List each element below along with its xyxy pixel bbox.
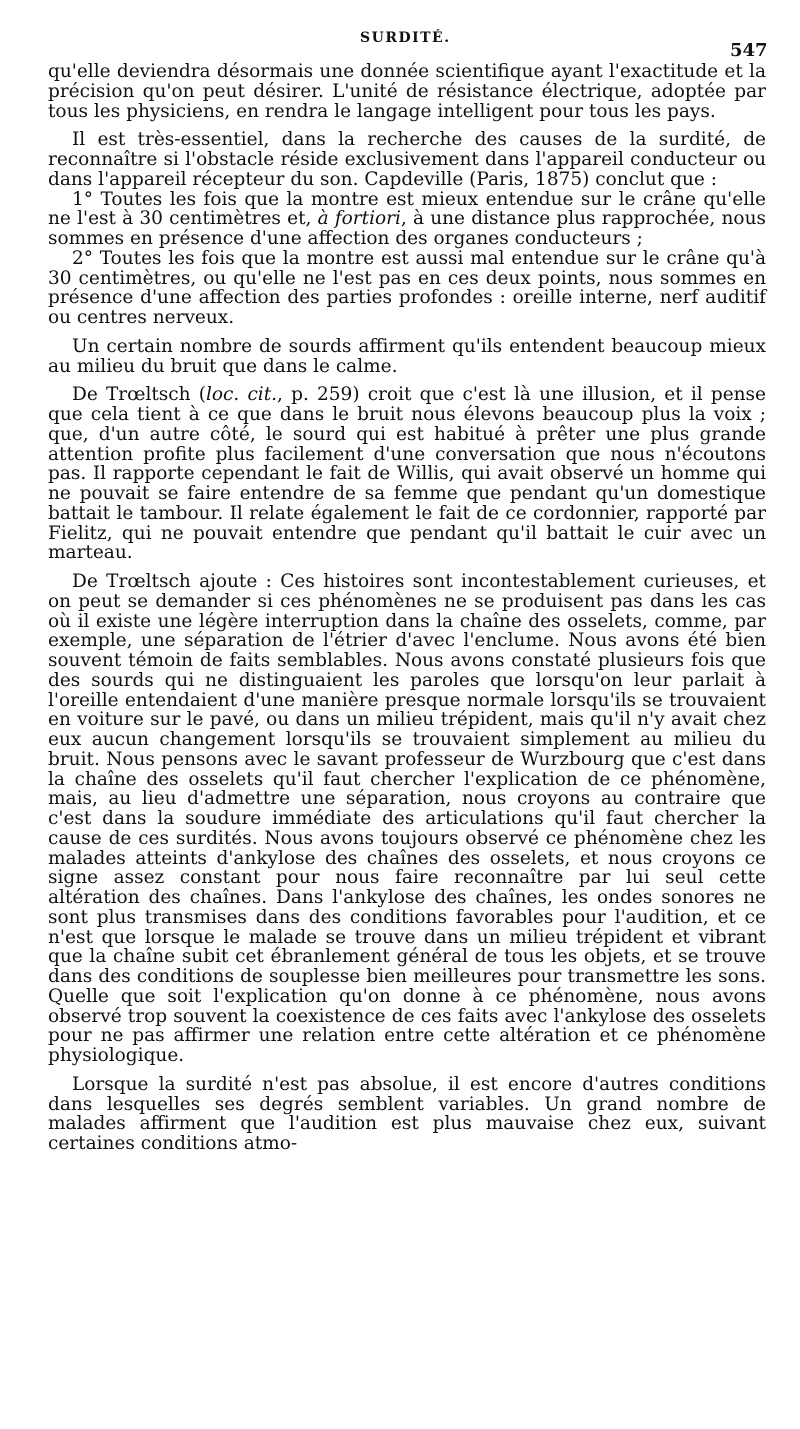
text-span: , p. 259) croit que c'est là une illusion, et il pense que cela tient à ce que dans le bruit nous élevons beaucoup plus la voix ; que, d'un autre côté, le sourd qui est habitué à prêter une plus grande attention profite plus facilement d'une conversation que nous n'écoutons pas. Il rapporte cependant le fait de Willis, qui avait observé un homme qui ne pouvait se faire entendre de sa femme que pendant qu'un domestique battait le tambour. Il relate également le fait de ce cordonnier, rapporté par Fielitz, qui ne pouvait entendre que pendant qu'il battait le cuir avec un marteau. bbox=[48, 384, 766, 564]
paragraph-troeltsch bbox=[48, 385, 766, 563]
page-number: 547 bbox=[730, 40, 768, 61]
text-span: 1° Toutes les fois que la montre est mieux entendue sur le crâne qu'elle ne l'est à 30 centimètres et, bbox=[48, 188, 766, 230]
paragraph-troeltsch-ajoute: De Trœltsch ajoute : Ces histoires sont incontestablement curieuses, et on peut se demander si ces phénomènes ne se produisent pas dans les cas où il existe une légère interruption dans la chaîne des osselets, comme, par exemple, une séparation de l'étrier d'avec l'enclume. Nous avons été bien souvent témoin de faits semblables. Nous avons constaté plusieurs fois que des sourds qui ne distinguaient les paroles que lorsqu'on leur parlait à l'oreille entendaient d'une manière presque normale lorsqu'ils se trouvaient en voiture sur le pavé, ou dans un milieu trépident, mais qu'il n'y avait chez eux aucun changement lorsqu'ils se trouvaient simplement au milieu du bruit. Nous pensons avec le savant professeur de Wurzbourg que c'est dans la chaîne des osselets qu'il faut chercher l'explication de ce phénomène, mais, au lieu d'admettre une séparation, nous croyons au contraire que c'est dans la soudure immédiate des articulations qu'il faut chercher la cause de ces surdités. Nous avons toujours observé ce phénomène chez les malades atteints d'ankylose des chaînes des osselets, et nous croyons ce signe assez constant pour nous faire reconnaître par lui seul cette altération des chaînes. Dans l'ankylose des chaînes, les ondes sonores ne sont plus transmises dans des conditions favorables pour l'audition, et ce n'est que lorsque le malade se trouve dans un milieu trépident et vibrant que la chaîne subit cet ébranlement général de tous les objets, et se trouve dans des conditions de souplesse bien meilleures pour transmettre les sons. Quelle que soit l'explication qu'on donne à ce phénomène, nous avons observé trop souvent la coexistence de ces faits avec l'ankylose des osselets pour ne pas affirmer une relation entre cette altération et ce phénomène physiologique. bbox=[48, 571, 766, 1066]
paragraph-surdite-absolue: Lorsque la surdité n'est pas absolue, il est encore d'autres conditions dans lesquelles ses degrés semblent variables. Un grand nombre de malades affirment que l'audition est plus mauvaise chez eux, suivant certaines conditions atmo- bbox=[48, 1073, 766, 1154]
paragraph-sourds: Un certain nombre de sourds affirment qu'ils entendent beaucoup mieux au milieu du bruit que dans le calme. bbox=[48, 335, 766, 377]
italic-citation: loc. cit. bbox=[205, 384, 278, 406]
page-body bbox=[48, 62, 766, 1163]
text-span: De Trœltsch ( bbox=[72, 384, 206, 406]
text-span: , à une distance plus rapprochée, nous sommes en présence d'une affection des organes conducteurs ; bbox=[48, 208, 766, 249]
running-title: SURDITÉ. bbox=[360, 30, 451, 46]
paragraph-point-two: 2° Toutes les fois que la montre est aussi mal entendue sur le crâne qu'à 30 centimètres, ou qu'elle ne l'est pas en ces deux points, nous sommes en présence d'une affection des parties profondes : oreille interne, nerf auditif ou centres nerveux. bbox=[48, 247, 766, 328]
italic-term: à fortiori bbox=[317, 208, 401, 230]
paragraph-point-one bbox=[48, 190, 766, 249]
paragraph-continuation: qu'elle deviendra désormais une donnée scientifique ayant l'exactitude et la précision qu'on peut désirer. L'unité de résistance électrique, adoptée par tous les physiciens, en rendra le langage intelligent pour tous les pays. bbox=[48, 61, 766, 122]
paragraph-capdeville: Il est très-essentiel, dans la recherche des causes de la surdité, de reconnaître si l'obstacle réside exclusivement dans l'appareil conducteur ou dans l'appareil récepteur du son. Capdeville (Paris, 1875) conclut que : bbox=[48, 129, 766, 190]
